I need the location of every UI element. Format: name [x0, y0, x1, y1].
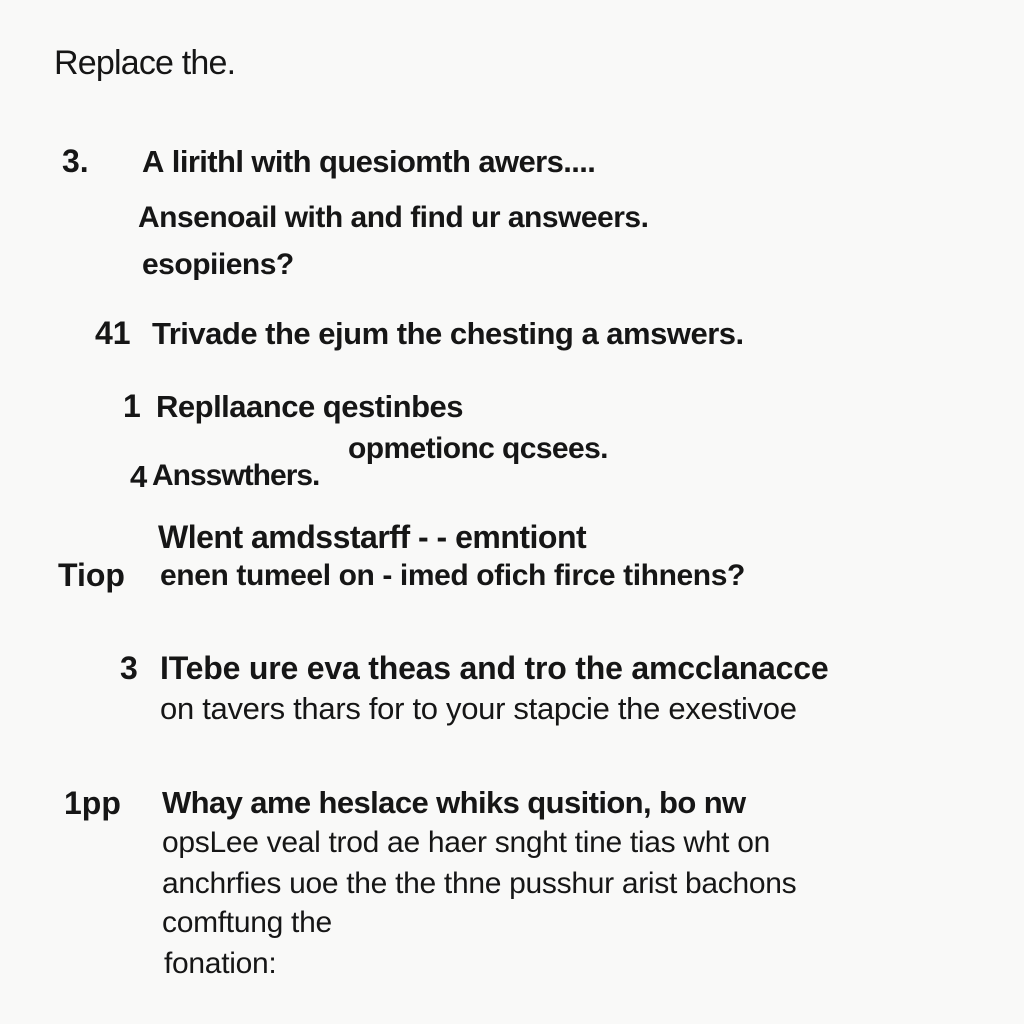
item-marker: 3.: [62, 143, 89, 179]
item-marker: 41: [95, 315, 131, 351]
item-text-line: Wlent amdsstarff - - emntiont: [158, 519, 587, 555]
item-marker: 1pp: [64, 785, 121, 821]
item-text-line: Repllaance qestinbes: [156, 389, 464, 424]
item-text-line: esopiiens?: [142, 248, 294, 281]
item-text-line: anchrfies uoe the the thne pusshur arist bachons: [162, 867, 797, 900]
item-text-line: comftung the: [162, 906, 332, 939]
item-text-line: Whay ame heslace whiks qusition, bo nw: [162, 785, 746, 820]
item-text-line: ITebe ure eva theas and tro the amcclanacce: [160, 650, 829, 686]
item-text-line: opsLee veal trod ae haer snght tine tias wht on: [162, 826, 770, 859]
item-text-line: Ansswthers.: [152, 459, 320, 492]
item-marker: Tiop: [58, 557, 125, 593]
item-text-line: fonation:: [164, 947, 277, 980]
item-text-line: Trivade the ejum the chesting a amswers.: [152, 316, 744, 351]
item-marker: 4: [130, 459, 148, 494]
page-title: Replace the.: [54, 44, 236, 82]
item-marker: 1: [123, 388, 141, 424]
item-text-line: Ansenoail with and find ur answeers.: [138, 201, 649, 234]
item-text-line: enen tumeel on - imed ofich firce tihnens?: [160, 559, 745, 592]
item-text-line: A lirithl with quesiomth awers....: [142, 144, 596, 179]
item-text-line: opmetionc qcsees.: [348, 432, 608, 465]
item-marker: 3: [120, 650, 138, 686]
item-text-line: on tavers thars for to your stapcie the exestivoe: [160, 691, 797, 726]
